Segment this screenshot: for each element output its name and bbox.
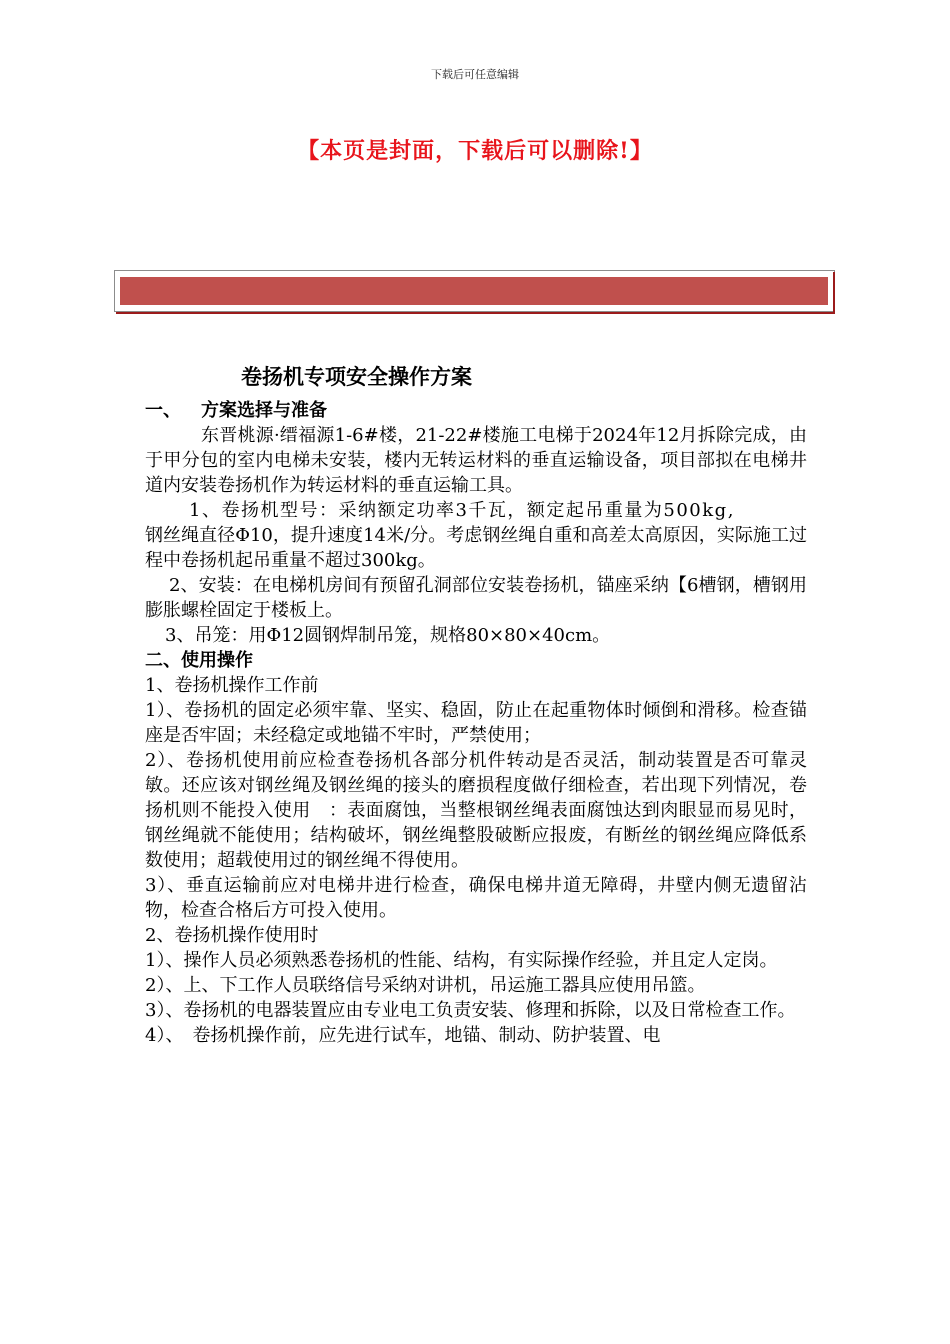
section1-intro: 东晋桃源·缙福源1-6#楼，21-22#楼施工电梯于2024年12月拆除完成，由于甲分包的室内电梯未安装，楼内无转运材料的垂直运输设备，项目部拟在电梯井道内安装卷扬机作为转运材料的垂直运输工具。 (145, 425, 807, 496)
section1-item1-part2: 钢丝绳直径Φ10，提升速度14米/分。考虑钢丝绳自重和高差太高原因，实际施工过程中卷扬机起吊重量不超过300kg。 (145, 525, 807, 571)
section2-q2: 2）、上、下工作人员联络信号采纳对讲机，吊运施工器具应使用吊篮。 (145, 975, 706, 996)
header-note: 下载后可任意编辑 (431, 68, 519, 81)
banner-fill (120, 277, 828, 305)
section2-sub1: 1、卷扬机操作工作前 (145, 675, 319, 696)
section2-q4: 4）、 卷扬机操作前，应先进行试车，地锚、制动、防护装置、电 (145, 1025, 661, 1046)
section2-para3: 3）、垂直运输前应对电梯井进行检查，确保电梯井道无障碍，井壁内侧无遗留沾物，检查合格后方可投入使用。 (145, 875, 807, 921)
section1-number: 一、 (145, 400, 181, 421)
section2-para1: 1）、卷扬机的固定必须牢靠、坚实、稳固，防止在起重物体时倾倒和滑移。检查锚座是否牢固；未经稳定或地锚不牢时，严禁使用； (145, 700, 807, 746)
section2-sub2: 2、卷扬机操作使用时 (145, 925, 319, 946)
decorative-banner (114, 270, 835, 312)
section1-item1-part1: 1、卷扬机型号：采纳额定功率3千瓦，额定起吊重量为500kg, (189, 500, 735, 521)
section1-heading (145, 398, 807, 423)
section1-item3: 3、吊笼：用Φ12圆钢焊制吊笼，规格80×80×40cm。 (165, 625, 611, 646)
banner-shadow-bottom (116, 312, 835, 314)
section2-q3: 3）、卷扬机的电器装置应由专业电工负责安装、修理和拆除，以及日常检查工作。 (145, 1000, 796, 1021)
document-body (145, 398, 807, 1048)
document-title: 卷扬机专项安全操作方案 (241, 364, 472, 389)
section1-item2: 2、安装：在电梯机房间有预留孔洞部位安装卷扬机，锚座采纳【6槽钢，槽钢用膨胀螺栓固定于楼板上。 (145, 575, 807, 621)
section1-title: 方案选择与准备 (201, 400, 327, 421)
section2-para2: 2）、卷扬机使用前应检查卷扬机各部分机件转动是否灵活，制动装置是否可靠灵敏。还应该对钢丝绳及钢丝绳的接头的磨损程度做仔细检查，若出现下列情况，卷扬机则不能投入使用 ：表面腐蚀，当整根钢丝绳表面腐蚀达到肉眼显而易见时，钢丝绳就不能使用；结构破坏，钢丝绳整股破断应报废，有断丝的钢丝绳应降低系数使用；超载使用过的钢丝绳不得使用。 (145, 750, 807, 871)
cover-note: 【本页是封面，下载后可以删除!】 (297, 138, 653, 164)
section2-heading: 二、使用操作 (145, 650, 253, 671)
banner-shadow-right (833, 272, 835, 314)
section2-q1: 1）、操作人员必须熟悉卷扬机的性能、结构，有实际操作经验，并且定人定岗。 (145, 950, 778, 971)
